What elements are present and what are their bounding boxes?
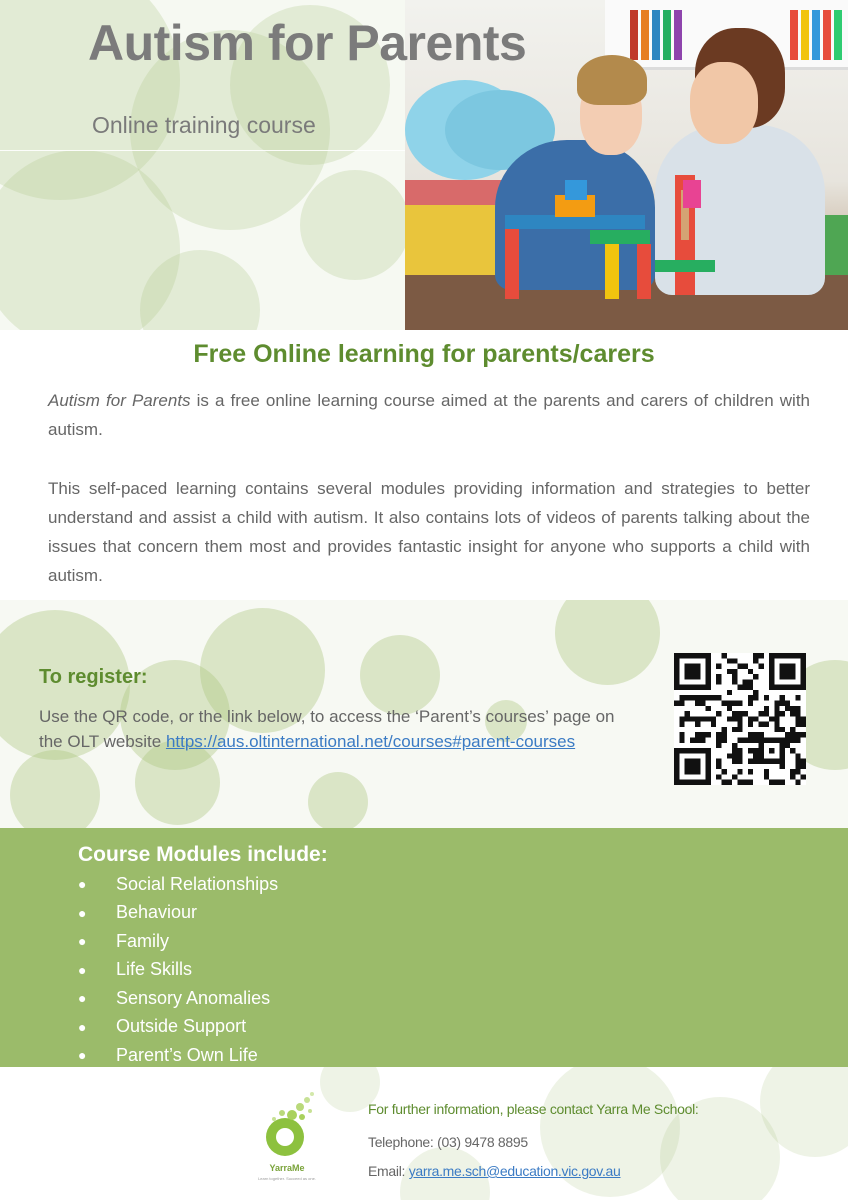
intro-paragraph <box>48 386 810 444</box>
photo-woman-face <box>690 62 758 144</box>
divider <box>0 150 405 151</box>
photo-block <box>505 229 519 299</box>
course-link[interactable]: https://aus.oltinternational.net/courses#parent-courses <box>165 732 576 751</box>
bullet-icon: ● <box>78 990 87 1007</box>
modules-title: Course Modules include: <box>78 843 328 866</box>
decor-circle <box>555 600 660 685</box>
decor-circle <box>300 170 410 280</box>
module-label: Sensory Anomalies <box>116 987 271 1008</box>
register-instructions: Use the QR code, or the link below, to access the ‘Parent’s courses’ page on the OLT website <box>39 707 615 751</box>
description-paragraph: This self-paced learning contains several modules providing information and strategies to better understand and assist a child with autism. It also contains lots of videos of parents talking about the issues that concern them most and provides fantastic insight for anyone who supports a child with autism. <box>48 479 810 585</box>
photo-block <box>655 260 715 272</box>
list-item <box>78 1041 278 1070</box>
module-label: Family <box>116 930 169 951</box>
list-item <box>78 899 278 928</box>
photo-boy-hair <box>577 55 647 105</box>
email-label: Email: <box>368 1163 409 1179</box>
bullet-icon: ● <box>78 876 87 893</box>
module-label: Parent’s Own Life <box>116 1044 258 1065</box>
telephone: Telephone: (03) 9478 8895 <box>368 1134 528 1150</box>
list-item <box>78 984 278 1013</box>
bullet-icon: ● <box>78 904 87 921</box>
modules-panel <box>0 828 848 1067</box>
page-title: Autism for Parents <box>88 15 527 71</box>
page-subtitle: Online training course <box>92 112 316 138</box>
footer <box>0 1067 848 1200</box>
logo-name: YarraMe <box>269 1163 305 1173</box>
section-heading: Free Online learning for parents/carers <box>193 340 655 368</box>
module-label: Life Skills <box>116 959 193 980</box>
list-item <box>78 870 278 899</box>
intro-text: is a free online learning course aimed at the parents and carers of children with autism. <box>48 391 811 439</box>
photo-mat <box>405 205 495 275</box>
modules-list <box>78 870 278 1070</box>
list-item <box>78 956 278 985</box>
bullet-icon: ● <box>78 961 87 978</box>
bullet-icon: ● <box>78 1047 87 1064</box>
decor-circle <box>10 750 100 828</box>
email-line <box>368 1163 621 1179</box>
module-label: Behaviour <box>116 902 198 923</box>
contact-line: For further information, please contact Yarra Me School: <box>368 1101 699 1117</box>
list-item <box>78 1013 278 1042</box>
photo-block <box>505 215 645 229</box>
logo-mark-icon <box>252 1087 322 1163</box>
course-name: Autism for Parents <box>48 391 191 410</box>
photo-block <box>590 230 650 244</box>
register-text <box>39 704 639 754</box>
decor-circle <box>360 635 440 715</box>
photo-block <box>637 244 651 299</box>
qr-code-icon[interactable] <box>674 653 806 785</box>
header-banner <box>0 0 848 330</box>
bullet-icon: ● <box>78 1018 87 1035</box>
photo-block <box>565 180 587 200</box>
module-label: Outside Support <box>116 1016 247 1037</box>
logo-tagline: Learn together. Succeed as one. <box>258 1176 316 1181</box>
module-label: Social Relationships <box>116 873 279 894</box>
list-item <box>78 927 278 956</box>
photo-block <box>683 180 701 208</box>
photo-block <box>605 244 619 299</box>
decor-circle <box>308 772 368 828</box>
register-title: To register: <box>39 666 148 688</box>
email-link[interactable]: yarra.me.sch@education.vic.gov.au <box>408 1163 621 1179</box>
yarrame-logo <box>252 1087 322 1187</box>
bullet-icon: ● <box>78 933 87 950</box>
